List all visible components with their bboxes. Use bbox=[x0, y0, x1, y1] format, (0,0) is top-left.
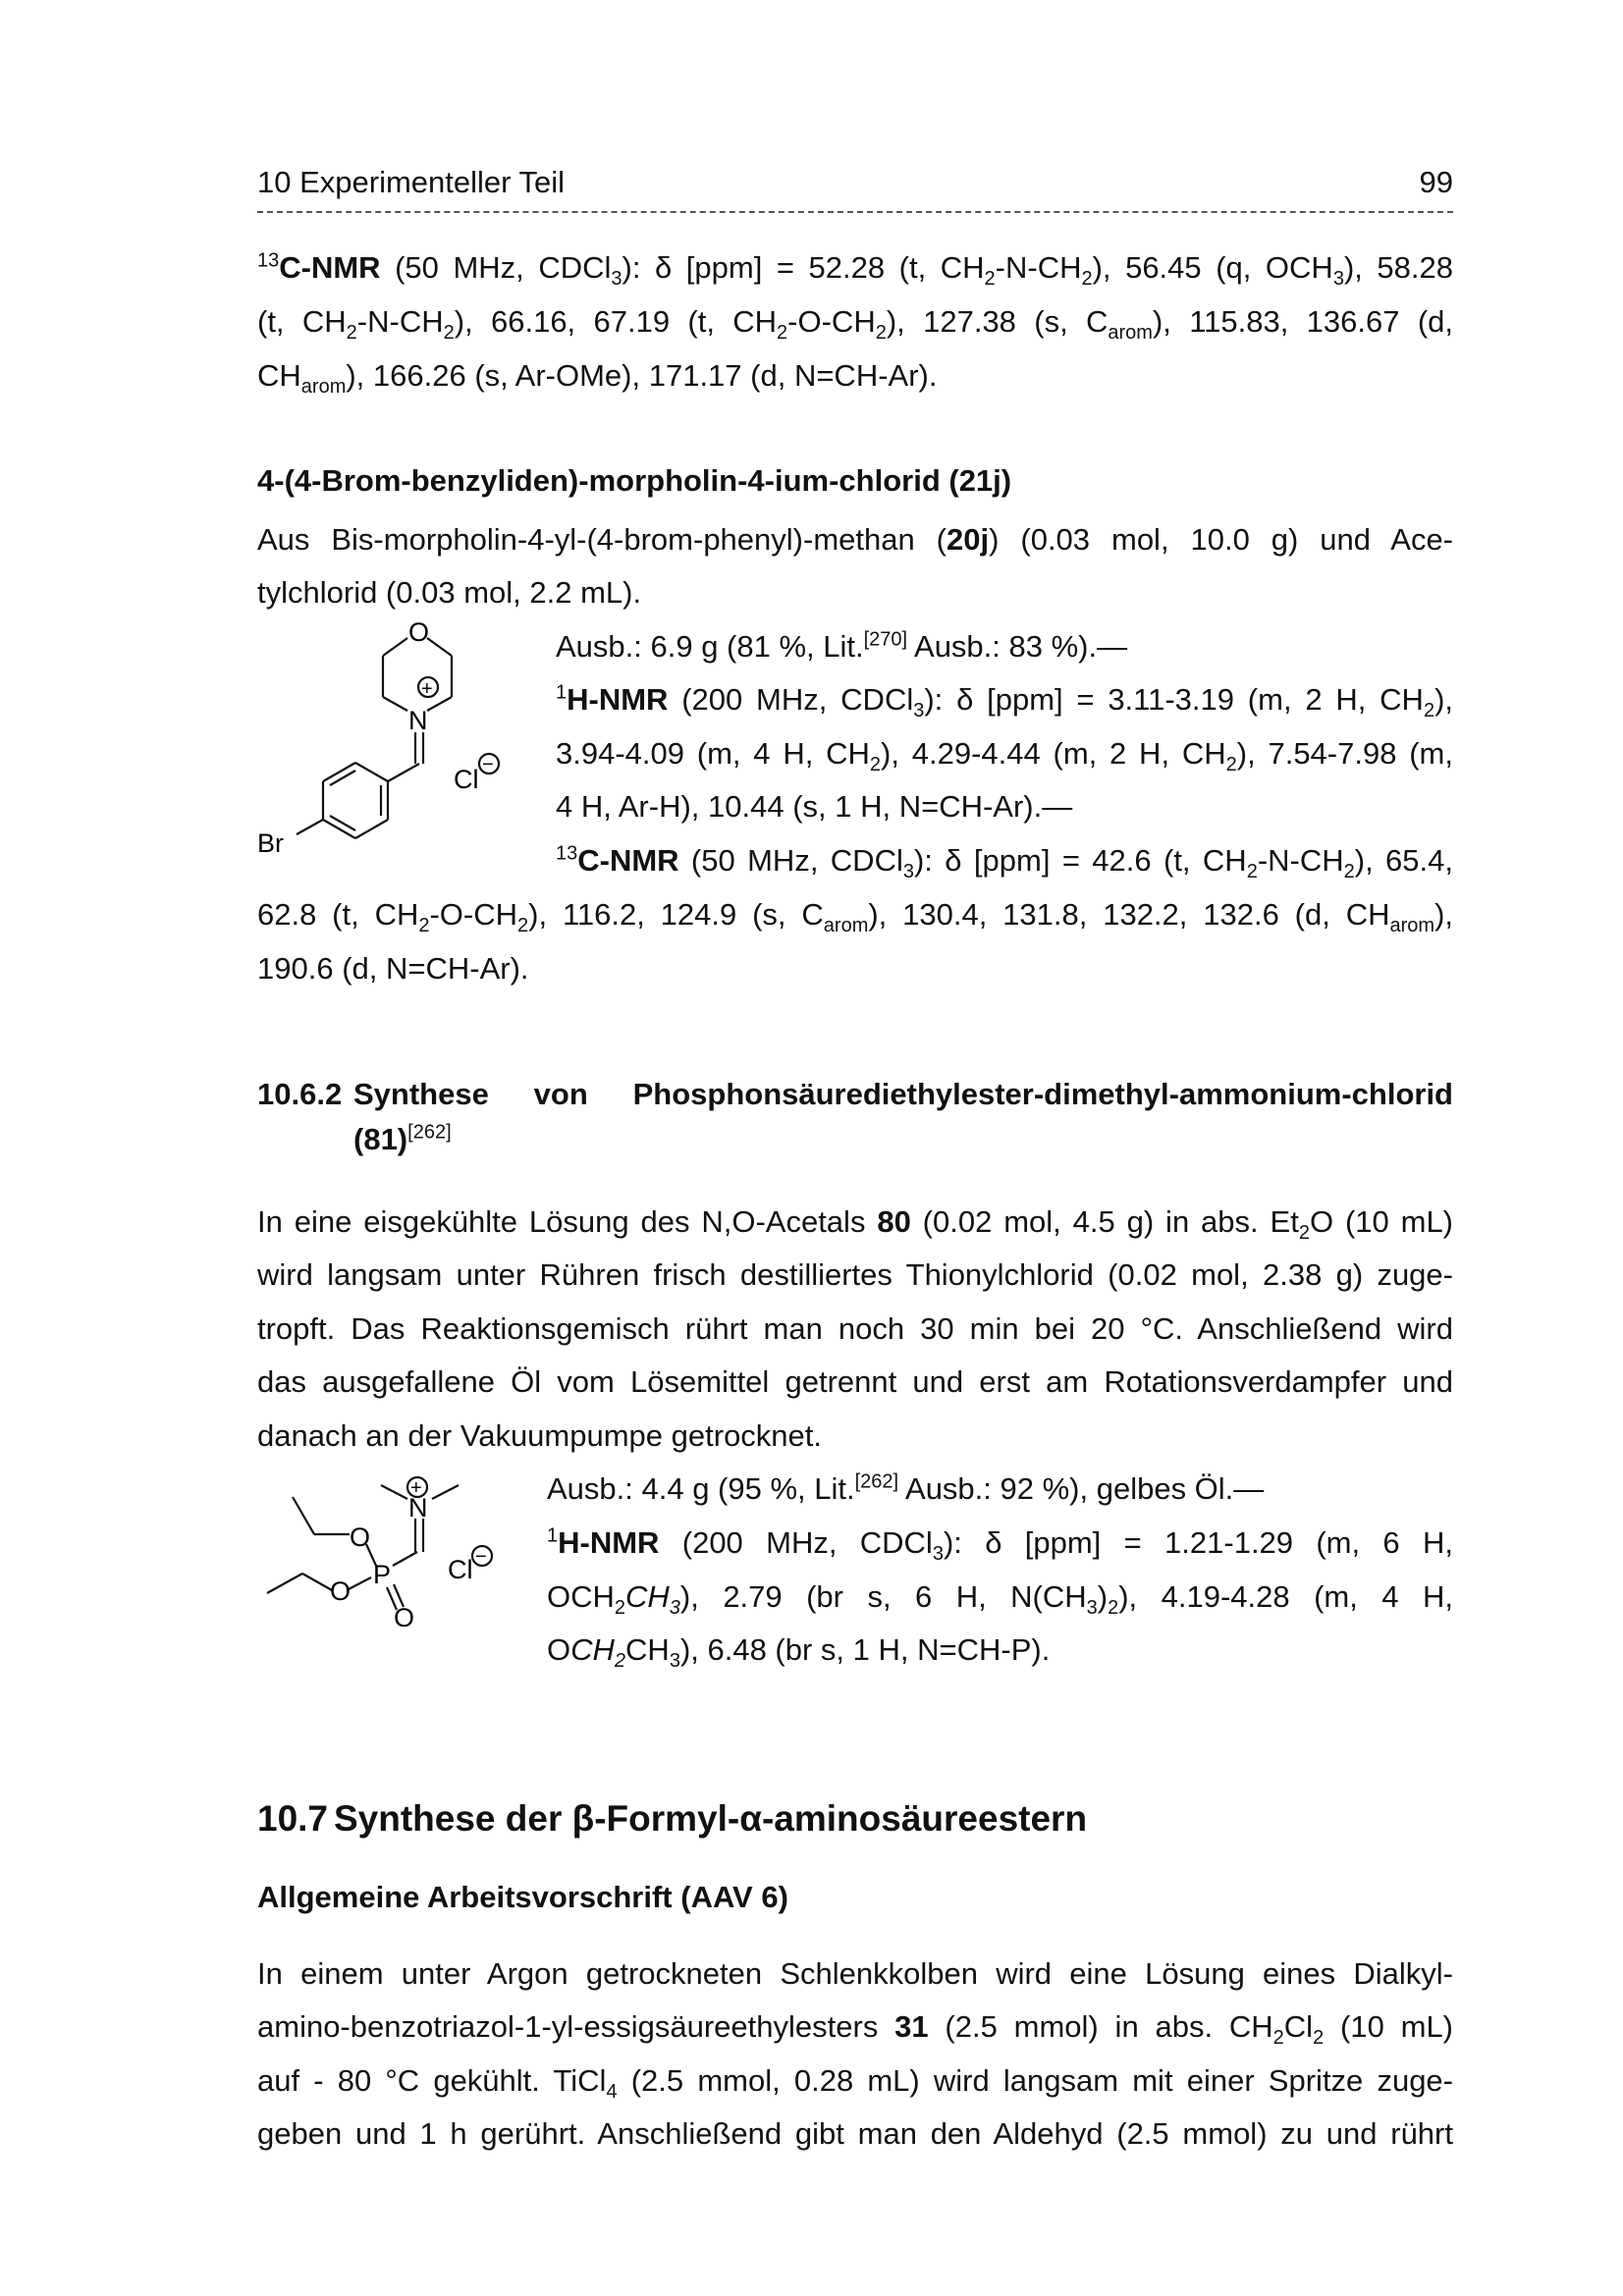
structure-21j-chloride: Cl bbox=[454, 765, 479, 794]
structure-21j-minus-charge: − bbox=[482, 754, 494, 775]
section-1062-body-line-5: danach an der Vakuumpumpe getrocknet. bbox=[257, 1418, 823, 1453]
section-1062-heading bbox=[257, 1077, 1453, 1157]
section-1062-body-line-2: wird langsam unter Rühren frisch destilliertes Thionylchlorid (0.02 mol, 2.38 g) zuge- bbox=[257, 1257, 1453, 1292]
compound-21j-title: 4-(4-Brom-benzyliden)-morpholin-4-ium-chlorid (21j) bbox=[257, 463, 1012, 498]
compound-21j-cnmr-line-1: $^{13}$C-NMR (50 MHz, CDCl$_3$): δ [ppm] = 42.6 (t, $CH_2-N-CH_2$), 65.4, bbox=[556, 842, 1454, 883]
section-107-number: 10.7 bbox=[257, 1798, 329, 1839]
section-107-title: Synthese der β-Formyl-α-aminosäureestern bbox=[334, 1798, 1088, 1839]
compound-21j-cnmr-line-2: 62.8 (t, $CH_2-O-CH_2$), 116.2, 124.9 (s, $C_{arom}$), 130.4, 131.8, 132.2, 132.6 (d, $CH_{arom}$), bbox=[257, 897, 1453, 937]
section-1062-body-line-3: tropft. Das Reaktionsgemisch rührt man noch 30 min bei 20 °C. Anschließend wird bbox=[257, 1311, 1453, 1346]
compound-21j-hnmr-line-1: $^1$H-NMR (200 MHz, CDCl$_3$): δ [ppm] = 3.11-3.19 (m, 2 H, $CH_2$), bbox=[556, 681, 1453, 722]
section-107-heading bbox=[257, 1798, 1087, 1840]
structure-21j-nitrogen: N bbox=[408, 706, 428, 735]
structure-81-nitrogen: N bbox=[408, 1493, 428, 1522]
section-1062-body-line-4: das ausgefallene Öl vom Lösemittel getrennt und erst am Rotationsverdampfer und bbox=[257, 1364, 1453, 1399]
header-divider bbox=[257, 211, 1453, 213]
section-1062-hnmr-line-3: $OCH_2CH_3$), 6.48 (br s, 1 H, N=CH-P). bbox=[547, 1632, 1051, 1673]
section-107-body-line-1: In einem unter Argon getrockneten Schlenkkolben wird eine Lösung eines Dialkyl- bbox=[257, 1956, 1453, 1991]
structure-81-oxygen-3: O bbox=[394, 1603, 415, 1632]
compound-21j-cnmr-line-3: 190.6 (d, N=CH-Ar). bbox=[257, 951, 529, 986]
compound-21j-hnmr-line-2: 3.94-4.09 (m, 4 H, $CH_2$), 4.29-4.44 (m, 2 H, $CH_2$), 7.54-7.98 (m, bbox=[556, 736, 1453, 776]
section-1062-hnmr-line-1: $^1$H-NMR (200 MHz, CDCl$_3$): δ [ppm] = 1.21-1.29 (m, 6 H, bbox=[547, 1524, 1453, 1566]
page-number: 99 bbox=[1419, 165, 1453, 199]
section-1062-body-line-1: In eine eisgekühlte Lösung des N,O-Acetals 80 (0.02 mol, 4.5 g) in abs. $Et_2O$ (10 mL) bbox=[257, 1204, 1454, 1245]
compound-21j-prep-line-2: tylchlorid (0.03 mol, 2.2 mL). bbox=[257, 575, 642, 610]
section-107-body-line-4: geben und 1 h gerührt. Anschließend gibt man den Aldehyd (2.5 mmol) zu und rührt bbox=[257, 2116, 1453, 2151]
structure-81-phosphorus: P bbox=[373, 1560, 392, 1589]
structure-81 bbox=[253, 1468, 533, 1649]
section-107-body-line-3: auf - 80 °C gekühlt. TiCl$_4$ (2.5 mmol, 0.28 mL) wird langsam mit einer Spritze zuge- bbox=[257, 2063, 1453, 2104]
structure-21j bbox=[245, 616, 550, 877]
section-1062-hnmr-line-2: $OCH_2CH_3$), 2.79 (br s, 6 H, $N(CH_3)_2$), 4.19-4.28 (m, 4 H, bbox=[547, 1579, 1453, 1620]
compound-21j-prep-line-1: Aus Bis-morpholin-4-yl-(4-brom-phenyl)-methan (20j) (0.03 mol, 10.0 g) und Ace- bbox=[257, 522, 1454, 557]
compound-21j-hnmr-line-3: 4 H, Ar-H), 10.44 (s, 1 H, N=CH-Ar).— bbox=[556, 789, 1073, 824]
structure-81-minus-charge: − bbox=[475, 1546, 487, 1568]
section-107-subtitle: Allgemeine Arbeitsvorschrift (AAV 6) bbox=[257, 1880, 788, 1914]
compound-21j-yield: Ausb.: 6.9 g (81 %, Lit.[270] Ausb.: 83 %).— bbox=[556, 628, 1128, 664]
section-1062-title-line-1: Synthese von Phosphonsäurediethylester-dimethyl-ammonium-chlorid bbox=[353, 1077, 1453, 1111]
nmr13c-prev-line-2: (t, $CH_2-N-CH_2$), 66.16, 67.19 (t, $CH_2-O-CH_2$), 127.38 (s, $C_{arom}$), 115.83, 136.67 (d, bbox=[257, 304, 1453, 345]
structure-21j-plus-charge: + bbox=[421, 678, 433, 700]
section-107-body-line-2: amino-benzotriazol-1-yl-essigsäureethylesters 31 (2.5 mmol) in abs. $CH_2Cl_2$ (10 mL) bbox=[257, 2009, 1454, 2050]
section-1062-number: 10.6.2 bbox=[257, 1077, 343, 1111]
structure-21j-bromine: Br bbox=[257, 828, 284, 858]
running-header-chapter: 10 Experimenteller Teil bbox=[257, 165, 566, 199]
section-1062-title-line-2: (81)[262] bbox=[353, 1121, 452, 1156]
nmr13c-prev-line-1: $^{13}$C-NMR (50 MHz, CDCl$_3$): δ [ppm] = 52.28 (t, $CH_2-N-CH_2$), 56.45 (q, $OCH_3$), 58.28 bbox=[257, 249, 1454, 291]
section-1062-yield: Ausb.: 4.4 g (95 %, Lit.[262] Ausb.: 92 %), gelbes Öl.— bbox=[547, 1470, 1265, 1506]
structure-81-oxygen-2: O bbox=[330, 1576, 352, 1606]
nmr13c-prev-line-3: $CH_{arom}$), 166.26 (s, Ar-OMe), 171.17 (d, N=CH-Ar). bbox=[257, 358, 938, 399]
structure-81-chloride: Cl bbox=[448, 1555, 473, 1584]
structure-21j-oxygen: O bbox=[408, 617, 430, 647]
structure-81-plus-charge: + bbox=[410, 1477, 422, 1499]
structure-81-oxygen-1: O bbox=[350, 1522, 371, 1552]
